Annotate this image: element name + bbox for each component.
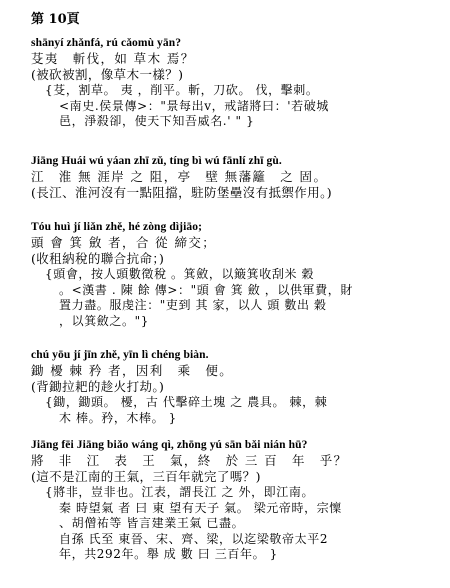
chinese-line: 將 非 江 表 王 氣，終 於 三 百 年 乎？ [31, 453, 348, 468]
note-line: <南史.侯景傳>："景每出v，戒諸將曰：'若破城 [59, 98, 329, 113]
verse-section [31, 438, 441, 563]
pinyin-line: Jiāng Huái wú yáan zhī zǔ, tíng bì wú fānlí zhī gù. [31, 155, 282, 167]
note-line: 、胡僧祐等 皆言建業王氣 已盡。 [59, 516, 245, 531]
verse-section [31, 220, 441, 329]
chinese-line: 江 淮 無 涯岸 之 阻，亭 壁 無藩籬 之 固。 [31, 169, 328, 184]
pinyin-line: Tóu huì jí liǎn zhě, hé zòng dìjiāo; [31, 221, 203, 233]
note-line: {鋤，鋤頭。 櫌，古 代擊碎土塊 之 農具。 棘，棘 [45, 395, 328, 409]
note-line: {將非，豈非也。江表，謂長江 之 外，即江南。 [45, 485, 315, 499]
pinyin-line: shānyí zhǎnfá, rú cǎomù yān? [31, 37, 182, 49]
note-line: {頭會，按人頭數徵稅 。箕斂，以簸箕收刮米 穀 [45, 267, 315, 281]
chinese-line: 頭 會 箕 斂 者，合 從 締交； [31, 235, 217, 250]
translation-line: (這不是江南的王氣，三百年就完了嗎？) [31, 469, 261, 484]
note-line: 年，共292年。舉 成 數 曰 三百年。 } [59, 547, 278, 562]
annotation-note [31, 267, 441, 329]
verse-section [31, 36, 441, 130]
pinyin-line: chú yōu jí jīn zhě, yīn lì chéng biàn. [31, 349, 209, 361]
translation-line: (被砍被割，像草木一樣？) [31, 67, 184, 82]
translation-line: (背鋤拉耙的趁火打劫。) [31, 379, 165, 394]
note-line: 秦 時望氣 者 曰 東 望有天子 氣。 梁元帝時，宗懍 [59, 500, 342, 515]
note-line: ，以箕斂之。"} [59, 313, 149, 328]
translation-line: (長江、淮河沒有一點阻擋，駐防堡壘沒有抵禦作用。) [31, 185, 333, 200]
translation-line: (收租納稅的聯合抗命；) [31, 251, 165, 266]
verse-section [31, 348, 441, 426]
note-line: 置力盡。服虔注："吏到 其 家，以人 頭 數出 穀 [59, 298, 327, 313]
note-line: 邑，淨殺卻，使天下知吾威名.' " } [59, 114, 255, 129]
note-line: 。<漢書 . 陳 餘 傳>："頭 會 箕 斂 ，以供軍費，財 [59, 282, 353, 297]
chinese-line: 芟夷 斬伐，如 草木 焉？ [31, 51, 195, 66]
annotation-note [31, 83, 441, 130]
chinese-line: 鋤 櫌 棘 矜 者，因利 乘 便。 [31, 363, 234, 378]
verse-section [31, 154, 441, 201]
annotation-note [31, 485, 441, 563]
annotation-note [31, 395, 441, 426]
pinyin-line: Jiāng fēi Jiāng biǎo wáng qì, zhōng yú sān bǎi nián hū? [31, 439, 308, 451]
page-number: 第 10頁 [31, 12, 80, 27]
note-line: 木 棒。矜，木棒。 } [59, 410, 177, 425]
note-line: 自孫 氏至 東晉、宋、齊、梁，以迄梁敬帝太平2 [59, 531, 329, 546]
note-line: {芟，割草。 夷 ，削平。斬，刀砍。 伐，擊刺。 [45, 83, 319, 97]
